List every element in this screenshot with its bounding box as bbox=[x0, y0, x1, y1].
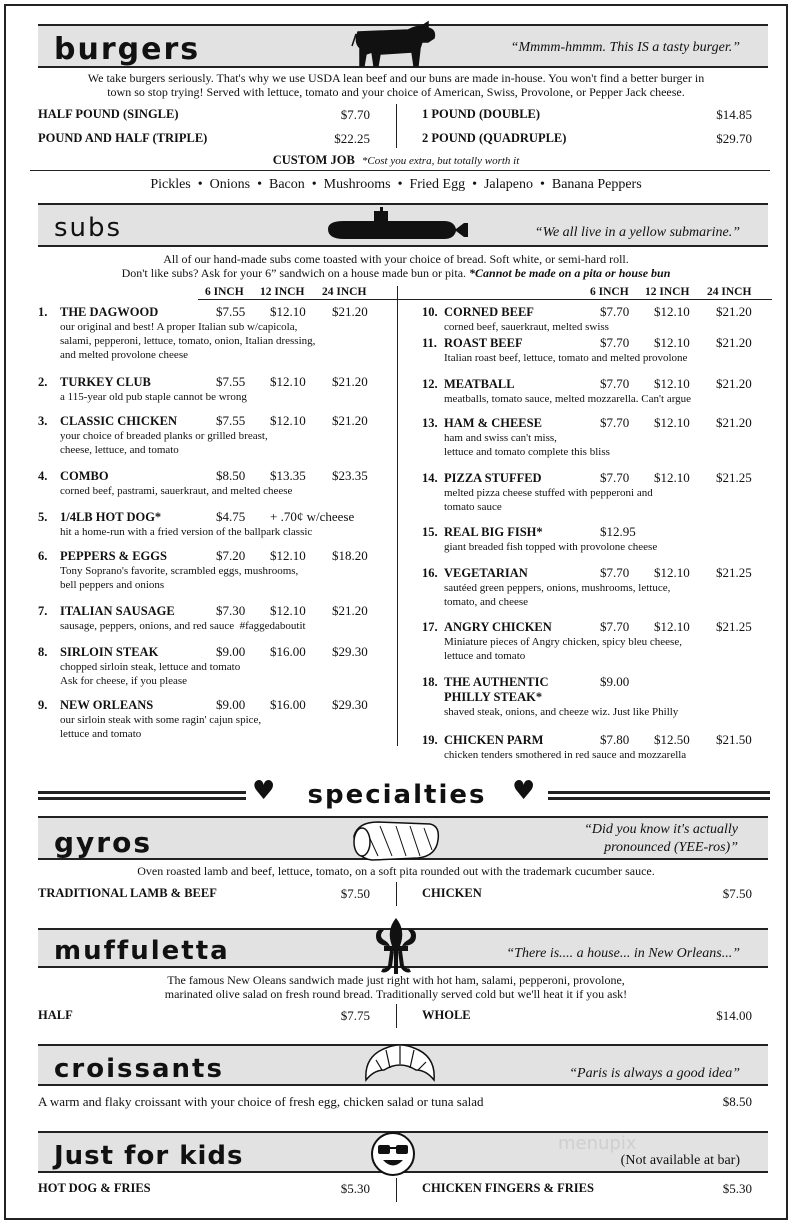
sub-price-24inch: $21.25 bbox=[716, 565, 752, 580]
sub-item bbox=[422, 733, 762, 773]
sub-price-12inch: $13.35 bbox=[270, 468, 306, 483]
sub-item bbox=[38, 698, 378, 738]
muffuletta-item-name: WHOLE bbox=[422, 1008, 471, 1022]
burger-item-name: 2 POUND (QUADRUPLE) bbox=[422, 131, 567, 145]
sub-price-12inch: + .70¢ w/cheese bbox=[270, 509, 355, 524]
sub-item-description: shaved steak, onions, and cheeze wiz. Just like Philly bbox=[444, 706, 679, 718]
cow-icon bbox=[350, 18, 440, 70]
sub-item-number: 4. bbox=[38, 469, 48, 483]
sub-price-12inch: $16.00 bbox=[270, 697, 306, 712]
sub-item bbox=[422, 525, 762, 565]
kids-note: (Not available at bar) bbox=[620, 1153, 740, 1168]
subs-desc-2a: Don't like subs? Ask for your 6” sandwich on a house made bun or pita. bbox=[121, 266, 467, 280]
sub-price-12inch: $12.10 bbox=[654, 335, 690, 350]
sub-price-12inch: $12.10 bbox=[270, 304, 306, 319]
column-divider bbox=[396, 104, 397, 148]
burgers-quote: “Mmmm-hmmm. This IS a tasty burger.” bbox=[510, 40, 740, 55]
sub-item-description: Italian roast beef, lettuce, tomato and melted provolone bbox=[444, 352, 688, 364]
sub-item bbox=[38, 604, 378, 644]
muffuletta-quote: “There is.... a house... in New Orleans...” bbox=[506, 946, 740, 961]
sub-item bbox=[38, 549, 378, 589]
sub-item bbox=[422, 336, 762, 376]
sub-item-number: 19. bbox=[422, 733, 438, 747]
sub-item-name: HAM & CHEESE bbox=[444, 416, 542, 430]
col-6inch: 6 INCH bbox=[205, 286, 244, 298]
muffuletta-item-price: $14.00 bbox=[716, 1008, 752, 1023]
sub-price-24inch: $21.20 bbox=[332, 374, 368, 389]
fleur-de-lis-icon bbox=[372, 916, 420, 978]
sub-item bbox=[422, 620, 762, 660]
sub-item-number: 7. bbox=[38, 604, 48, 618]
sub-price-6inch: $9.00 bbox=[600, 674, 630, 689]
sub-item bbox=[38, 645, 378, 685]
sub-price-6inch: $7.70 bbox=[600, 415, 630, 430]
specialties-rule-left bbox=[38, 797, 246, 800]
subs-desc-2b: *Cannot be made on a pita or house bun bbox=[469, 266, 671, 280]
col-24inch: 24 INCH bbox=[322, 286, 367, 298]
croissants-banner bbox=[38, 1044, 768, 1086]
burger-item-price: $14.85 bbox=[716, 107, 752, 122]
croissants-quote: “Paris is always a good idea” bbox=[569, 1066, 740, 1081]
gyros-item-price: $7.50 bbox=[340, 886, 370, 901]
gyros-item-name: CHICKEN bbox=[422, 886, 482, 900]
muffuletta-item-name: HALF bbox=[38, 1008, 73, 1022]
subs-desc-line-2 bbox=[22, 266, 770, 281]
sub-item bbox=[38, 304, 378, 361]
sub-item-name: ITALIAN SAUSAGE bbox=[60, 604, 175, 618]
sub-item-description: melted pizza cheese stuffed with pepperoni and tomato sauce bbox=[444, 487, 653, 513]
sub-price-24inch: $21.20 bbox=[716, 304, 752, 319]
sub-price-12inch: $12.10 bbox=[270, 603, 306, 618]
subs-desc-line-1: All of our hand-made subs come toasted with your choice of bread. Soft white, or semi-hard roll. bbox=[163, 252, 629, 266]
sub-price-12inch: $12.10 bbox=[654, 619, 690, 634]
divider bbox=[198, 299, 772, 300]
column-divider bbox=[396, 882, 397, 906]
sub-item-number: 10. bbox=[422, 305, 438, 319]
menupix-watermark: menupix bbox=[558, 1133, 637, 1154]
sub-price-12inch: $12.10 bbox=[654, 415, 690, 430]
sub-price-24inch: $21.20 bbox=[716, 415, 752, 430]
sub-item-name: SIRLOIN STEAK bbox=[60, 645, 159, 659]
sub-item bbox=[422, 674, 762, 718]
sub-price-12inch: $16.00 bbox=[270, 644, 306, 659]
muffuletta-desc-line-1: The famous New Oleans sandwich made just right with hot ham, salami, pepperoni, provolone, bbox=[167, 973, 625, 987]
sub-price-24inch: $21.20 bbox=[716, 376, 752, 391]
croissants-price: $8.50 bbox=[722, 1094, 752, 1109]
burger-item-name: HALF POUND (SINGLE) bbox=[38, 107, 179, 121]
column-divider bbox=[396, 1004, 397, 1028]
sub-price-24inch: $21.25 bbox=[716, 619, 752, 634]
sub-price-6inch: $9.00 bbox=[216, 644, 246, 659]
sub-item-name: REAL BIG FISH* bbox=[444, 525, 543, 539]
burgers-desc-line-2: town so stop trying! Served with lettuce, tomato and your choice of American, Swiss, Provolone, or Pepper Jack cheese. bbox=[107, 85, 685, 99]
gyros-quote-line-2: pronounced (YEE-ros)” bbox=[604, 840, 738, 855]
sub-item bbox=[38, 469, 378, 509]
sub-item-number: 12. bbox=[422, 377, 438, 391]
kids-title: Just for kids bbox=[54, 1141, 244, 1171]
custom-job-note: *Cost you extra, but totally worth it bbox=[361, 155, 520, 167]
muffuletta-banner bbox=[38, 928, 768, 968]
divider bbox=[30, 170, 770, 171]
heart-icon: ♥ bbox=[252, 776, 276, 806]
sub-price-24inch: $21.50 bbox=[716, 732, 752, 747]
sub-item-description: Tony Soprano's favorite, scrambled eggs, mushrooms, bell peppers and onions bbox=[60, 565, 299, 591]
sub-price-6inch: $7.70 bbox=[600, 335, 630, 350]
sub-price-24inch: $21.20 bbox=[716, 335, 752, 350]
sub-price-6inch: $7.70 bbox=[600, 565, 630, 580]
subs-banner bbox=[38, 203, 768, 247]
heart-icon: ♥ bbox=[512, 776, 536, 806]
sub-price-24inch: $21.20 bbox=[332, 603, 368, 618]
sub-price-24inch: $21.20 bbox=[332, 304, 368, 319]
kids-item-price: $5.30 bbox=[340, 1181, 370, 1196]
sub-item-number: 14. bbox=[422, 471, 438, 485]
sub-price-6inch: $8.50 bbox=[216, 468, 246, 483]
sub-item bbox=[422, 377, 762, 417]
sub-price-6inch: $12.95 bbox=[600, 524, 636, 539]
sub-item-name: MEATBALL bbox=[444, 377, 515, 391]
sub-item-name: ROAST BEEF bbox=[444, 336, 523, 350]
submarine-icon bbox=[324, 207, 474, 243]
sub-item-description: meatballs, tomato sauce, melted mozzarella. Can't argue bbox=[444, 393, 692, 405]
gyros-quote-line-1: “Did you know it's actually bbox=[584, 822, 738, 837]
kids-banner bbox=[38, 1131, 768, 1173]
sub-item-name: NEW ORLEANS bbox=[60, 698, 154, 712]
sub-item-name: 1/4LB HOT DOG* bbox=[60, 510, 162, 524]
burgers-desc-line-1: We take burgers seriously. That's why we use USDA lean beef and our buns are made in-house. You won't find a better burger in bbox=[87, 71, 705, 85]
croissant-icon bbox=[360, 1040, 440, 1090]
sub-item-description: Miniature pieces of Angry chicken, spicy bleu cheese, lettuce and tomato bbox=[444, 636, 682, 662]
sub-price-24inch: $29.30 bbox=[332, 644, 368, 659]
sub-item-name: VEGETARIAN bbox=[444, 566, 528, 580]
gyros-title: gyros bbox=[54, 826, 153, 859]
sub-price-6inch: $7.55 bbox=[216, 304, 246, 319]
subs-title: subs bbox=[54, 213, 123, 243]
sub-price-6inch: $7.70 bbox=[600, 376, 630, 391]
gyros-item-price: $7.50 bbox=[722, 886, 752, 901]
sub-item-description: sautéed green peppers, onions, mushrooms, lettuce, tomato, and cheese bbox=[444, 582, 671, 608]
sub-price-12inch: $12.10 bbox=[654, 376, 690, 391]
sub-item-number: 5. bbox=[38, 510, 48, 524]
sub-price-6inch: $7.70 bbox=[600, 470, 630, 485]
muffuletta-title: muffuletta bbox=[54, 936, 230, 966]
sub-item-description: chicken tenders smothered in red sauce and mozzarella bbox=[444, 749, 687, 761]
sub-item-number: 11. bbox=[422, 336, 437, 350]
col-24inch: 24 INCH bbox=[707, 286, 752, 298]
sub-item-name: THE DAGWOOD bbox=[60, 305, 159, 319]
sunglasses-emoji-icon bbox=[370, 1131, 416, 1177]
sub-price-6inch: $7.70 bbox=[600, 304, 630, 319]
sub-item-number: 3. bbox=[38, 414, 48, 428]
col-6inch: 6 INCH bbox=[590, 286, 629, 298]
sub-item bbox=[422, 471, 762, 511]
kids-item-name: HOT DOG & FRIES bbox=[38, 1181, 151, 1195]
sub-price-12inch: $12.10 bbox=[270, 548, 306, 563]
sub-item-number: 15. bbox=[422, 525, 438, 539]
sub-item-number: 17. bbox=[422, 620, 438, 634]
custom-job-line bbox=[22, 153, 770, 169]
specialties-rule-right bbox=[548, 797, 770, 800]
sub-item-description: our original and best! A proper Italian sub w/capicola, salami, pepperoni, lettuce, tomato, onion, Italian dressing, and melted provolone cheese bbox=[60, 321, 316, 361]
croissants-desc: A warm and flaky croissant with your choice of fresh egg, chicken salad or tuna salad bbox=[38, 1094, 484, 1109]
sub-item-description: a 115-year old pub staple cannot be wrong bbox=[60, 391, 247, 403]
sub-price-6inch: $7.20 bbox=[216, 548, 246, 563]
sub-item-name: PEPPERS & EGGS bbox=[60, 549, 167, 563]
sub-item bbox=[422, 416, 762, 456]
sub-item-description: your choice of breaded planks or grilled breast, cheese, lettuce, and tomato bbox=[60, 430, 268, 456]
sub-item-number: 6. bbox=[38, 549, 48, 563]
col-12inch: 12 INCH bbox=[260, 286, 305, 298]
sub-item-number: 16. bbox=[422, 566, 438, 580]
sub-price-24inch: $21.20 bbox=[332, 413, 368, 428]
sub-item-description: our sirloin steak with some ragin' cajun spice, lettuce and tomato bbox=[60, 714, 262, 740]
sub-price-6inch: $9.00 bbox=[216, 697, 246, 712]
muffuletta-desc-line-2: marinated olive salad on fresh round bread. Traditionally served cold but we'll heat it if you ask! bbox=[164, 987, 628, 1001]
sub-price-12inch: $12.10 bbox=[270, 374, 306, 389]
sub-item-name: COMBO bbox=[60, 469, 109, 483]
specialties-rule-left bbox=[38, 791, 246, 794]
col-12inch: 12 INCH bbox=[645, 286, 690, 298]
burger-item-price: $22.25 bbox=[334, 131, 370, 146]
column-divider bbox=[397, 286, 398, 746]
sub-price-24inch: $23.35 bbox=[332, 468, 368, 483]
gyros-desc: Oven roasted lamb and beef, lettuce, tomato, on a soft pita rounded out with the trademark cucumber sauce. bbox=[137, 864, 655, 878]
specialties-rule-right bbox=[548, 791, 770, 794]
burger-item-price: $7.70 bbox=[340, 107, 370, 122]
sub-item-name: CORNED BEEF bbox=[444, 305, 534, 319]
sub-item-number: 2. bbox=[38, 375, 48, 389]
sub-item-name: CLASSIC CHICKEN bbox=[60, 414, 178, 428]
sub-price-12inch: $12.10 bbox=[654, 304, 690, 319]
gyros-banner bbox=[38, 816, 768, 860]
sub-item-name: ANGRY CHICKEN bbox=[444, 620, 552, 634]
burger-item-price: $29.70 bbox=[716, 131, 752, 146]
sub-price-6inch: $7.55 bbox=[216, 374, 246, 389]
sub-item bbox=[38, 510, 378, 550]
sub-price-12inch: $12.10 bbox=[654, 565, 690, 580]
sub-price-6inch: $7.30 bbox=[216, 603, 246, 618]
sub-price-6inch: $7.80 bbox=[600, 732, 630, 747]
sub-item-description: corned beef, pastrami, sauerkraut, and melted cheese bbox=[60, 485, 293, 497]
kids-item-price: $5.30 bbox=[722, 1181, 752, 1196]
sub-item-name: TURKEY CLUB bbox=[60, 375, 151, 389]
sub-price-24inch: $29.30 bbox=[332, 697, 368, 712]
sub-item-number: 9. bbox=[38, 698, 48, 712]
burger-item-name: 1 POUND (DOUBLE) bbox=[422, 107, 541, 121]
sub-item-description: corned beef, sauerkraut, melted swiss bbox=[444, 321, 609, 333]
sub-item bbox=[38, 375, 378, 415]
burgers-banner bbox=[38, 24, 768, 68]
custom-job-label: CUSTOM JOB bbox=[272, 153, 355, 167]
croissants-title: croissants bbox=[54, 1054, 224, 1084]
sub-item-name: PIZZA STUFFED bbox=[444, 471, 542, 485]
sub-item-description: ham and swiss can't miss, lettuce and tomato complete this bliss bbox=[444, 432, 610, 458]
burgers-title: burgers bbox=[54, 32, 201, 67]
subs-quote: “We all live in a yellow submarine.” bbox=[534, 225, 740, 240]
sub-item-description: chopped sirloin steak, lettuce and tomato Ask for cheese, if you please bbox=[60, 661, 241, 687]
sub-item-number: 13. bbox=[422, 416, 438, 430]
sub-price-24inch: $18.20 bbox=[332, 548, 368, 563]
sub-price-24inch: $21.25 bbox=[716, 470, 752, 485]
sub-item-description: sausage, peppers, onions, and red sauce #faggedaboutit bbox=[60, 620, 306, 632]
sub-price-6inch: $7.70 bbox=[600, 619, 630, 634]
toppings-list: Pickles • Onions • Bacon • Mushrooms • Fried Egg • Jalapeno • Banana Peppers bbox=[150, 177, 642, 192]
muffuletta-item-price: $7.75 bbox=[340, 1008, 370, 1023]
gyros-item-name: TRADITIONAL LAMB & BEEF bbox=[38, 886, 217, 900]
specialties-title: specialties bbox=[307, 780, 487, 810]
sub-price-12inch: $12.50 bbox=[654, 732, 690, 747]
burger-item-name: POUND AND HALF (TRIPLE) bbox=[38, 131, 208, 145]
gyro-wrap-icon bbox=[348, 816, 444, 864]
sub-price-12inch: $12.10 bbox=[270, 413, 306, 428]
sub-price-12inch: $12.10 bbox=[654, 470, 690, 485]
sub-item-name: THE AUTHENTIC PHILLY STEAK* bbox=[444, 675, 549, 704]
sub-item bbox=[422, 566, 762, 606]
sub-item-number: 18. bbox=[422, 675, 438, 689]
sub-price-6inch: $4.75 bbox=[216, 509, 246, 524]
sub-item-number: 1. bbox=[38, 305, 48, 319]
sub-item bbox=[38, 414, 378, 454]
sub-item-number: 8. bbox=[38, 645, 48, 659]
column-divider bbox=[396, 1178, 397, 1202]
sub-item-name: CHICKEN PARM bbox=[444, 733, 544, 747]
sub-price-6inch: $7.55 bbox=[216, 413, 246, 428]
kids-item-name: CHICKEN FINGERS & FRIES bbox=[422, 1181, 594, 1195]
sub-item-description: hit a home-run with a fried version of the ballpark classic bbox=[60, 526, 313, 538]
sub-item-description: giant breaded fish topped with provolone cheese bbox=[444, 541, 658, 553]
